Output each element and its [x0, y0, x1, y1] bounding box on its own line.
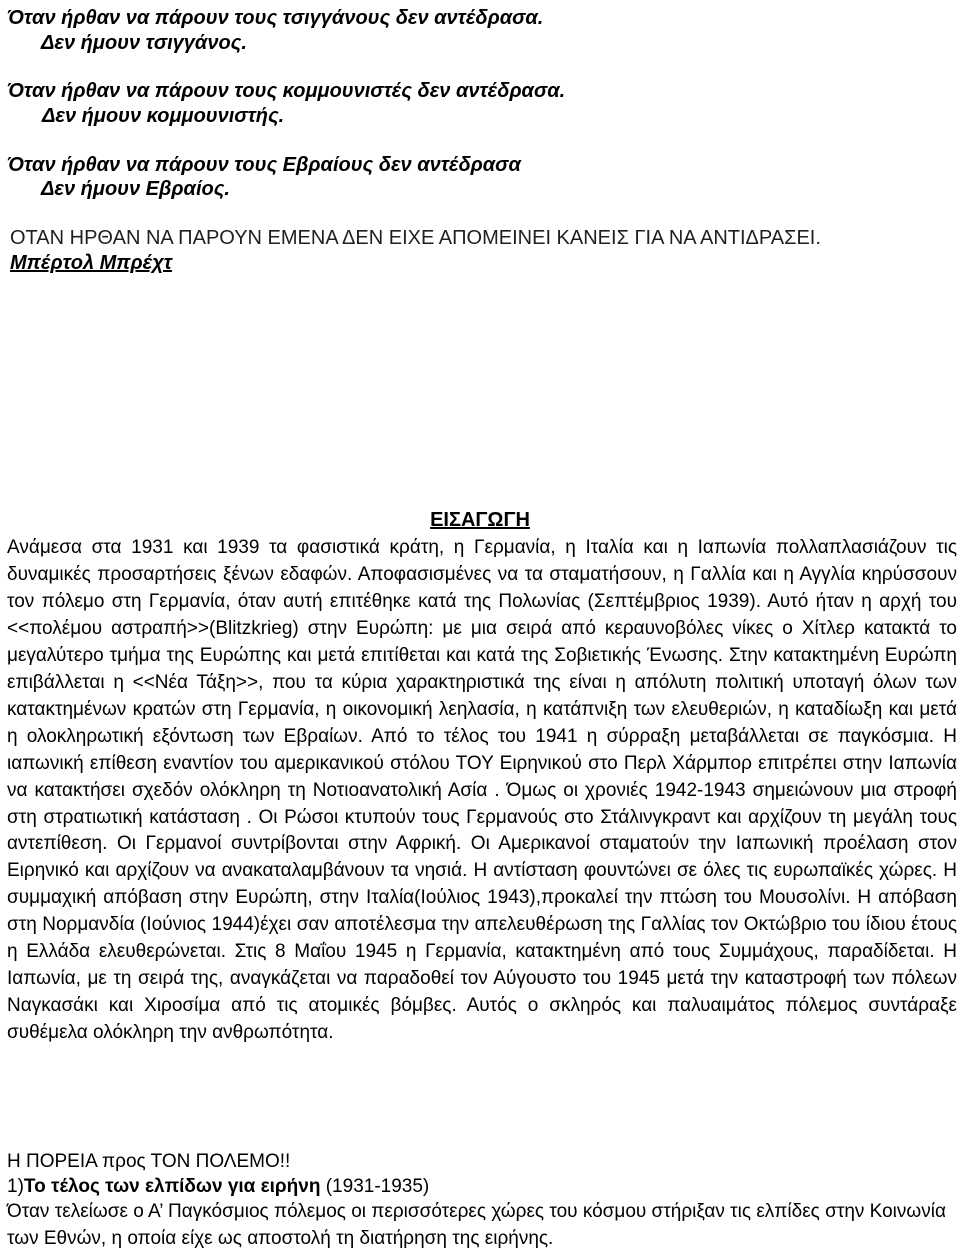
introduction-body: Ανάμεσα στα 1931 και 1939 τα φασιστικά κράτη, η Γερμανία, η Ιταλία και η Ιαπωνία πολλαπλασιάζουν τις δυναμικές προσαρτήσεις ξένων εδαφών. Αποφασισμένες να τα σταματήσουν, η Γαλλία και η Αγγλία κηρύσσουν τον πόλεμο στη Γερμανία, όταν αυτή επιτέθηκε κατά της Πολωνίας (Σεπτέμβριος 1939). Αυτό ήταν η αρχή του <<πολέμου αστραπή>>(Blitzkrieg) στην Ευρώπη: με μια σειρά από κεραυνοβόλες νίκες ο Χίτλερ κατακτά το μεγαλύτερο τμήμα της Ευρώπης και μετά επιτίθεται και κατά της Σοβιετικής Ένωσης. Στην κατακτημένη Ευρώπη επιβάλλεται η <<Νέα Τάξη>>, που τα κύρια χαρακτηριστικά της είναι η απόλυτη πολιτική υποταγή όλων των κατακτημένων κρατών στη Γερμανία, η οικονομική λεηλασία, η κατάπνιξη των ελευθεριών, η καταδίωξη και μετά η ολοκληρωτική εξόντωση των Εβραίων. Από το τέλος του 1941 η σύρραξη μεταβάλλεται σε παγκόσμια. Η ιαπωνική επίθεση εναντίον του αμερικανικού στόλου ΤΟΥ Ειρηνικού στο Περλ Χάρμπορ επιτρέπει στην Ιαπωνία να κατακτήσει σχεδόν ολόκληρη τη Νοτιοανατολική Ασία . Όμως οι χρονιές 1942-1943 σημειώνουν μια στροφή στη στρατιωτική κατάσταση . Οι Ρώσοι κτυπούν τους Γερμανούς στο Στάλινγκραντ και αρχίζουν τη μεγάλη τους αντεπίθεση. Οι Γερμανοί συντρίβονται στην Αφρική. Οι Αμερικανοί σταματούν την Ιαπωνική προέλαση στον Ειρηνικό και αρχίζουν να ανακαταλαμβάνουν τα νησιά. Η αντίσταση φουντώνει σε όλες τις ευρωπαϊκές χώρες. Η συμμαχική απόβαση στην Ευρώπη, στην Ιταλία(Ιούλιος 1943),προκαλεί την πτώση του Μουσολίνι. Η απόβαση στη Νορμανδία (Ιούνιος 1944)έχει σαν αποτέλεσμα την απελευθέρωση της Γαλλίας τον Οκτώβριο του ίδιου έτους η Ελλάδα ελευθερώνεται. Στις 8 Μαΐου 1945 η Γερμανία, κατακτημένη από τους Συμμάχους, παραδίδεται. Η Ιαπωνία, με τη σειρά της, αναγκάζεται να παραδοθεί τον Αύγουστο του 1945 μετά την καταστροφή των πόλεων Ναγκασάκι και Χιροσίμα από τις ατομικές βόμβες. Αυτός ο σκληρός και παλυαιμάτος πόλεμος συντάραξε συθέμελα ολόκληρη την ανθρωπότητα.	[7, 537, 957, 1044]
subsection-years: (1931-1935)	[320, 1176, 430, 1197]
introduction-heading: ΕΙΣΑΓΩΓΗ	[430, 509, 530, 531]
poem-stanza2-line1: Όταν ήρθαν να πάρουν τους κομμουνιστές δεν αντέδρασα.	[7, 80, 566, 102]
poem-author: Μπέρτολ Μπρέχτ	[10, 252, 172, 274]
poem-stanza1-line1: Όταν ήρθαν να πάρουν τους τσιγγάνους δεν αντέδρασα.	[7, 7, 544, 29]
subsection-number: 1)	[7, 1176, 24, 1197]
poem-stanza3-line2: Δεν ήμουν Εβραίος.	[41, 178, 230, 200]
poem-stanza3-line1: Όταν ήρθαν να πάρουν τους Εβραίους δεν αντέδρασα	[7, 154, 521, 176]
poem-stanza2-line2: Δεν ήμουν κομμουνιστής.	[42, 105, 285, 127]
subsection-title: Το τέλος των ελπίδων για ειρήνη	[23, 1176, 321, 1197]
poem-stanza1-line2: Δεν ήμουν τσιγγάνος.	[41, 32, 247, 54]
closing-paragraph: Όταν τελείωσε ο Α’ Παγκόσμιος πόλεμος οι περισσότερες χώρες του κόσμου στήριξαν τις ελπίδες στην Κοινωνία των Εθνών, η οποία είχε ως αποστολή τη διατήρηση της ειρήνης.	[7, 1201, 946, 1249]
poem-final-line: ΟΤΑΝ ΗΡΘΑΝ ΝΑ ΠΑΡΟΥΝ ΕΜΕΝΑ ΔΕΝ ΕΙΧΕ ΑΠΟΜΕΙΝΕΙ ΚΑΝΕΙΣ ΓΙΑ ΝΑ ΑΝΤΙΔΡΑΣΕΙ.	[10, 227, 821, 249]
subsection-heading	[7, 1174, 429, 1200]
section-title: Η ΠΟΡΕΙΑ προς ΤΟΝ ΠΟΛΕΜΟ!!	[7, 1151, 291, 1172]
